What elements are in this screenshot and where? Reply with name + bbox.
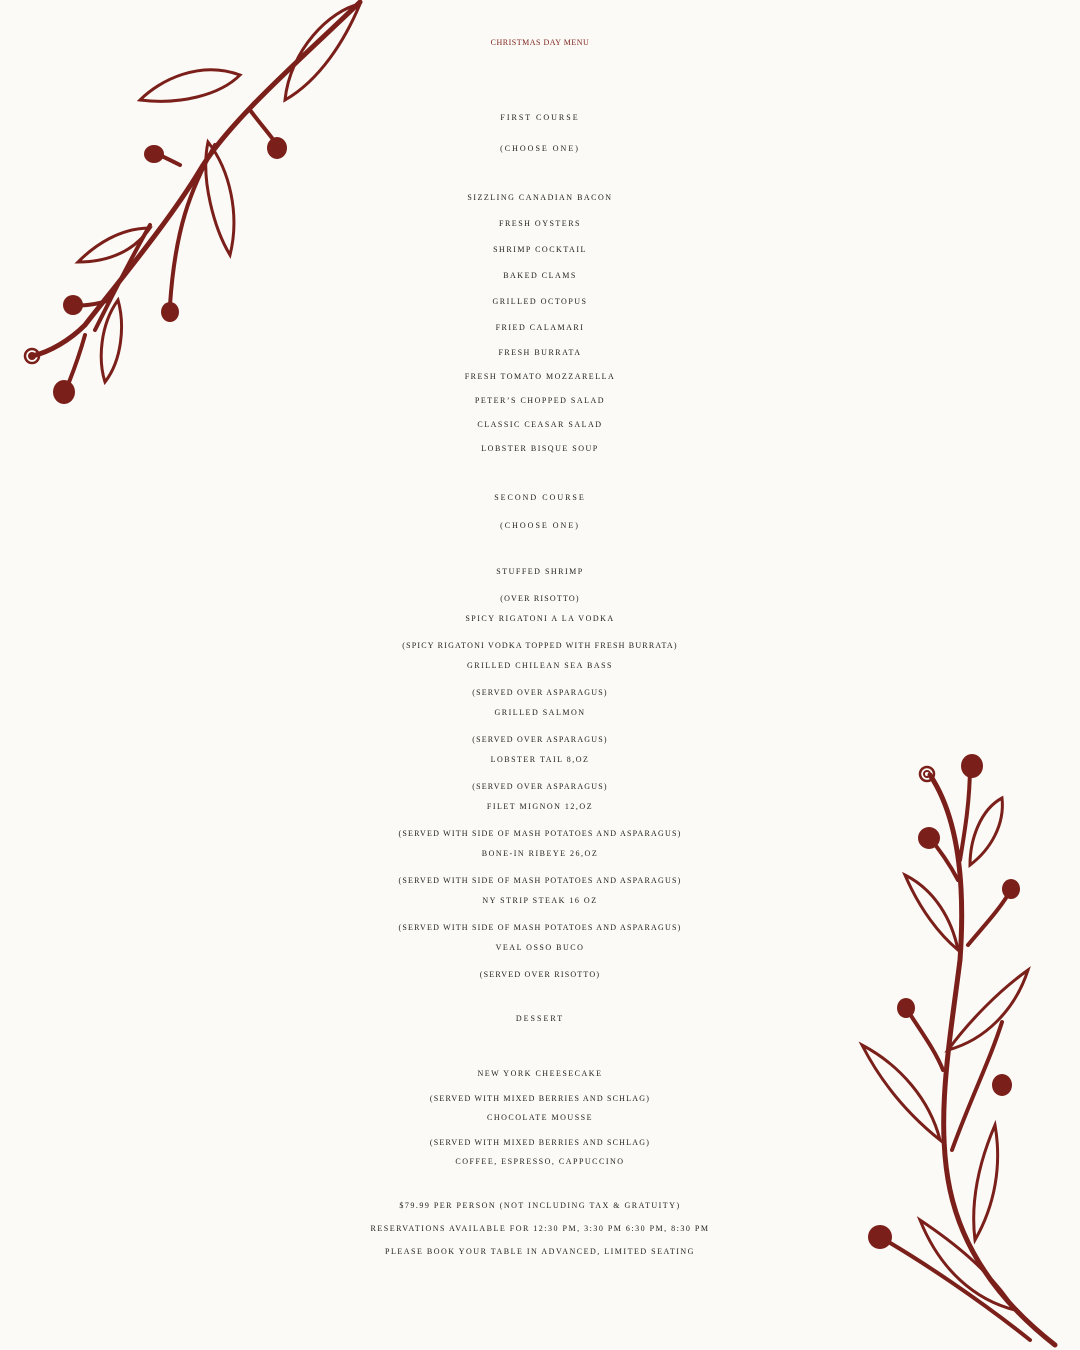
item-note: (SERVED WITH SIDE OF MASH POTATOES AND ASPARAGUS) [398, 876, 682, 885]
list-item: CLASSIC CEASAR SALAD [477, 420, 603, 429]
list-item: CHOCOLATE MOUSSE [486, 1113, 593, 1122]
item-note: (SERVED WITH MIXED BERRIES AND SCHLAG) [429, 1138, 651, 1147]
list-item: FILET MIGNON 12,OZ [486, 802, 594, 811]
item-note: (SERVED OVER ASPARAGUS) [472, 688, 608, 697]
reservations-line: RESERVATIONS AVAILABLE FOR 12:30 PM, 3:30 PM 6:30 PM, 8:30 PM [370, 1224, 710, 1233]
list-item: FRESH OYSTERS [499, 219, 581, 228]
item-note: (SERVED WITH SIDE OF MASH POTATOES AND ASPARAGUS) [398, 829, 682, 838]
list-item: FRESH TOMATO MOZZARELLA [464, 372, 616, 381]
first-course-choose: (CHOOSE ONE) [500, 144, 580, 153]
list-item: GRILLED OCTOPUS [492, 297, 588, 306]
list-item: FRESH BURRATA [498, 348, 582, 357]
list-item: BAKED CLAMS [503, 271, 577, 280]
list-item: COFFEE, ESPRESSO, CAPPUCCINO [455, 1157, 625, 1166]
menu-title: CHRISTMAS DAY MENU [490, 38, 590, 47]
list-item: PETER’S CHOPPED SALAD [474, 396, 606, 405]
list-item: SIZZLING CANADIAN BACON [467, 193, 613, 202]
list-item: GRILLED CHILEAN SEA BASS [466, 661, 613, 670]
list-item: FRIED CALAMARI [495, 323, 585, 332]
list-item: NY STRIP STEAK 16 OZ [482, 896, 598, 905]
list-item: LOBSTER BISQUE SOUP [481, 444, 599, 453]
item-note: (SERVED WITH MIXED BERRIES AND SCHLAG) [429, 1094, 651, 1103]
holly-branch-top-icon [0, 0, 400, 420]
list-item: SPICY RIGATONI A LA VODKA [465, 614, 615, 623]
item-note: (OVER RISOTTO) [500, 594, 580, 603]
item-note: (SERVED WITH SIDE OF MASH POTATOES AND ASPARAGUS) [398, 923, 682, 932]
second-course-choose: (CHOOSE ONE) [500, 521, 580, 530]
list-item: BONE-IN RIBEYE 26,OZ [481, 849, 599, 858]
dessert-heading: DESSERT [515, 1014, 565, 1023]
list-item: GRILLED SALMON [494, 708, 586, 717]
item-note: (SERVED OVER ASPARAGUS) [472, 735, 608, 744]
price-line: $79.99 PER PERSON (NOT INCLUDING TAX & GRATUITY) [399, 1201, 681, 1210]
list-item: STUFFED SHRIMP [496, 567, 584, 576]
item-note: (SERVED OVER RISOTTO) [479, 970, 601, 979]
list-item: VEAL OSSO BUCO [495, 943, 585, 952]
list-item: LOBSTER TAIL 8,OZ [490, 755, 590, 764]
item-note: (SERVED OVER ASPARAGUS) [472, 782, 608, 791]
item-note: (SPICY RIGATONI VODKA TOPPED WITH FRESH BURRATA) [402, 641, 678, 650]
list-item: NEW YORK CHEESECAKE [477, 1069, 603, 1078]
list-item: SHRIMP COCKTAIL [493, 245, 587, 254]
first-course-heading: FIRST COURSE [500, 113, 580, 122]
booking-line: PLEASE BOOK YOUR TABLE IN ADVANCED, LIMITED SEATING [385, 1247, 695, 1256]
second-course-heading: SECOND COURSE [494, 493, 586, 502]
